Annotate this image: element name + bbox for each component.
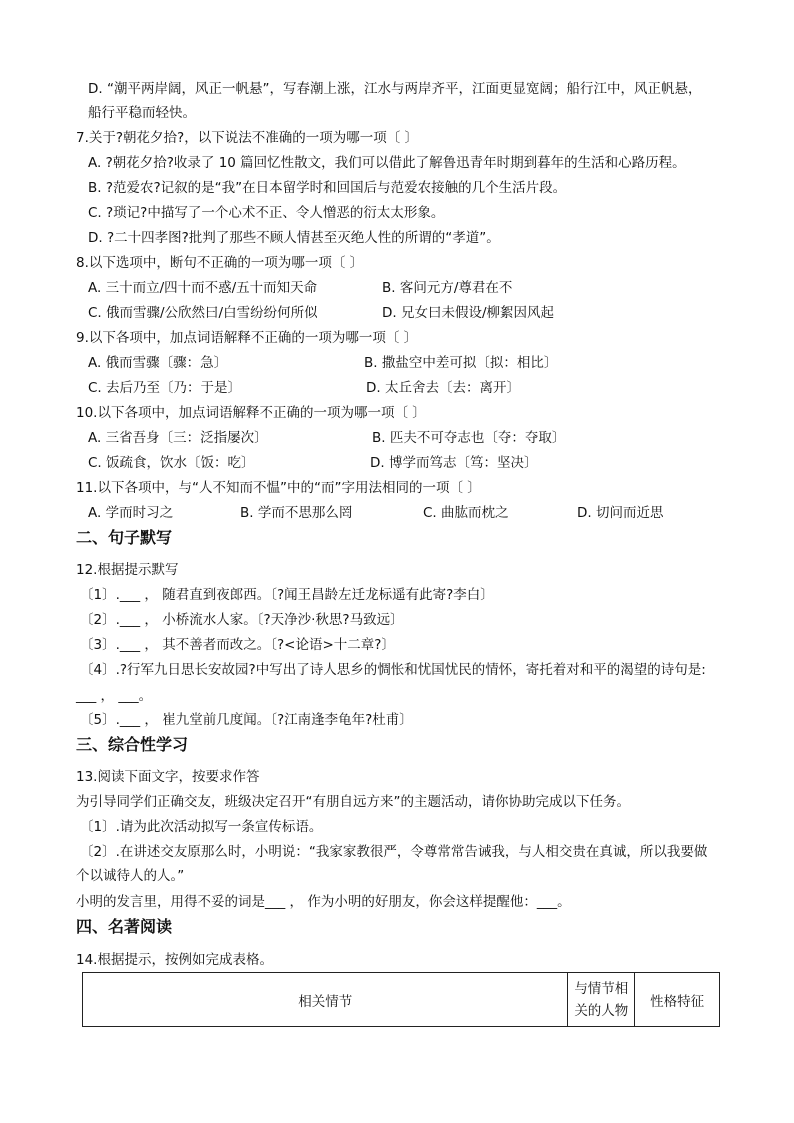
q9-option-b: B. 撒盐空中差可拟〔拟：相比〕 <box>364 355 558 371</box>
q14-stem: 14.根据提示，按例如完成表格。 <box>76 952 273 968</box>
table-header-characters-line1: 与情节相 <box>574 980 629 997</box>
q9-option-d: D. 太丘舍去〔去：离开〕 <box>366 380 520 396</box>
q12-stem: 12.根据提示默写 <box>76 562 179 578</box>
q12-item-5: 〔5〕.___ ， 崔九堂前几度闻。〔?江南逢李龟年?杜甫〕 <box>80 712 413 728</box>
q8-option-a: A. 三十而立/四十而不惑/五十而知天命 <box>88 280 318 296</box>
q7-option-c: C. ?琐记?中描写了一个心术不正、令人憎恶的衍太太形象。 <box>88 205 445 221</box>
q11-option-d: D. 切问而近思 <box>577 505 664 521</box>
q12-item-3: 〔3〕.___ ， 其不善者而改之。〔?<论语>十二章?〕 <box>80 637 395 653</box>
q7-option-a: A. ?朝花夕拾?收录了 10 篇回忆性散文，我们可以借此了解鲁迅青年时期到暮年的生活和心路历程。 <box>88 155 686 171</box>
q13-stem: 13.阅读下面文字，按要求作答 <box>76 769 260 785</box>
q7-stem: 7.关于?朝花夕拾?，以下说法不准确的一项为哪一项〔 〕 <box>76 130 419 146</box>
q10-option-d: D. 博学而笃志〔笃：坚决〕 <box>370 455 538 471</box>
section-heading-dictation: 二、句子默写 <box>76 528 173 547</box>
q9-stem: 9.以下各项中，加点词语解释不正确的一项为哪一项〔 〕 <box>76 330 418 346</box>
q13-part-2-line2: 个以诚待人的人。” <box>76 868 185 884</box>
q12-item-2: 〔2〕.___ ， 小桥流水人家。〔?天净沙·秋思?马致远〕 <box>80 612 404 628</box>
q11-stem: 11.以下各项中，与“人不知而不愠”中的“而”字用法相同的一项〔 〕 <box>76 480 481 496</box>
section-heading-classic-reading: 四、名著阅读 <box>76 917 173 936</box>
table-header-characters-line2: 关的人物 <box>574 1002 629 1019</box>
q12-item-4: 〔4〕.?行军九日思长安故园?中写出了诗人思乡的惆怅和忧国忧民的情怀，寄托着对和平的渴望的诗句是: <box>80 662 706 678</box>
q10-option-b: B. 匹夫不可夺志也〔夺：夺取〕 <box>372 430 566 446</box>
q8-stem: 8.以下选项中，断句不正确的一项为哪一项〔 〕 <box>76 255 364 271</box>
q13-intro: 为引导同学们正确交友，班级决定召开“有朋自远方来”的主题活动，请你协助完成以下任务。 <box>76 794 630 810</box>
q6-option-d-line2: 船行平稳而轻快。 <box>88 105 196 121</box>
q13-part-3: 小明的发言里，用得不妥的词是___ ， 作为小明的好朋友，你会这样提醒他：___。 <box>76 894 571 910</box>
q13-part-1: 〔1〕.请为此次活动拟写一条宣传标语。 <box>80 819 323 835</box>
q9-option-a: A. 俄而雪骤〔骤：急〕 <box>88 355 228 371</box>
q10-option-c: C. 饭疏食，饮水〔饭：吃〕 <box>88 455 255 471</box>
section-heading-integrated-study: 三、综合性学习 <box>76 735 189 754</box>
q8-option-c: C. 俄而雪骤/公欣然曰/白雪纷纷何所似 <box>88 305 318 321</box>
table-header-characters <box>568 973 635 1027</box>
q11-option-a: A. 学而时习之 <box>88 505 174 521</box>
q14-table <box>82 972 720 1027</box>
q12-item-1: 〔1〕.___ ， 随君直到夜郎西。〔?闻王昌龄左迁龙标遥有此寄?李白〕 <box>80 587 494 603</box>
q13-part-2-line1: 〔2〕.在讲述交友原那么时，小明说：“我家家教很严，令尊常常告诫我，与人相交贵在真诚，所以我要做 <box>80 844 708 860</box>
q9-option-c: C. 去后乃至〔乃：于是〕 <box>88 380 242 396</box>
q10-option-a: A. 三省吾身〔三：泛指屡次〕 <box>88 430 268 446</box>
q8-option-b: B. 客问元方/尊君在不 <box>382 280 513 296</box>
q6-option-d-line1: D. “潮平两岸阔，风正一帆悬”，写春潮上涨，江水与两岸齐平，江面更显宽阔；船行江中，风正帆悬， <box>88 81 702 97</box>
table-header-traits: 性格特征 <box>635 973 720 1027</box>
q11-option-c: C. 曲肱而枕之 <box>423 505 509 521</box>
table-header-plot: 相关情节 <box>83 973 568 1027</box>
q11-option-b: B. 学而不思那么罔 <box>240 505 353 521</box>
q8-option-d: D. 兄女曰未假设/柳絮因风起 <box>382 305 555 321</box>
q7-option-d: D. ?二十四孝图?批判了那些不顾人情甚至灭绝人性的所谓的“孝道”。 <box>88 230 500 246</box>
q12-item-4-blanks: ___ ， ___。 <box>76 688 153 704</box>
q10-stem: 10.以下各项中，加点词语解释不正确的一项为哪一项〔 〕 <box>76 405 426 421</box>
q7-option-b: B. ?范爱农?记叙的是“我”在日本留学时和回国后与范爱农接触的几个生活片段。 <box>88 180 567 196</box>
